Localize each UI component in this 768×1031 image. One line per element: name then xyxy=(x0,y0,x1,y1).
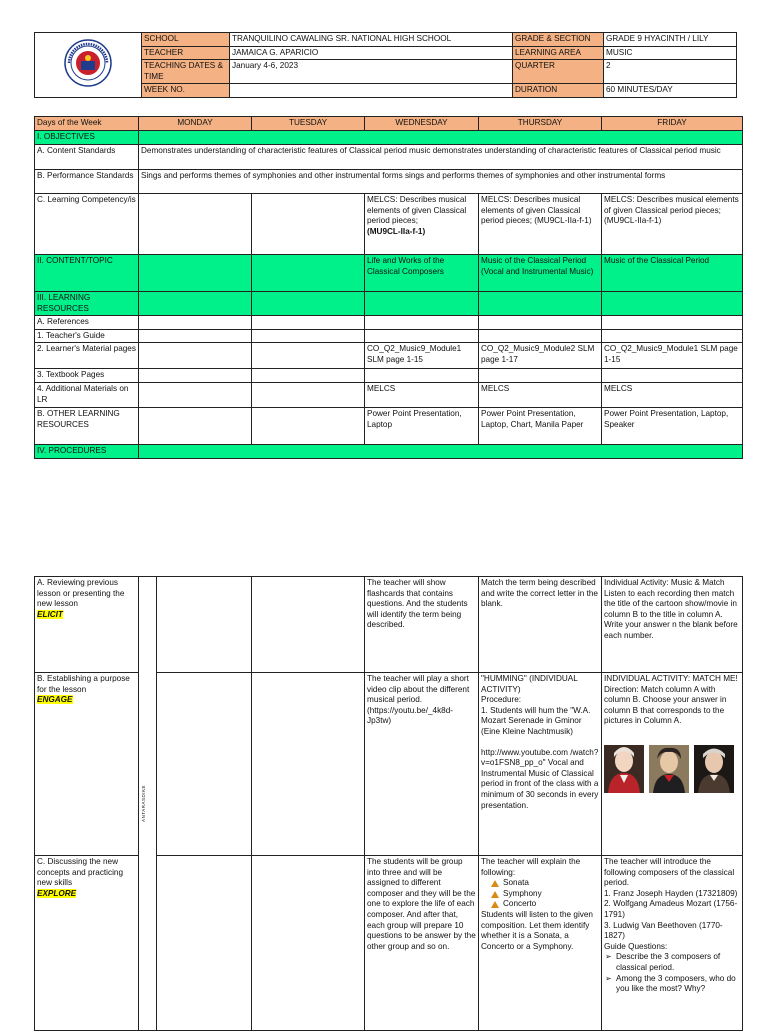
proc-a-friday: Individual Activity: Music & Match Listen to each recording then match the title of the cartoon show/movie in column B to the title in column A. Write your answer n the blank before each number. xyxy=(602,577,743,673)
dates-value: January 4-6, 2023 xyxy=(230,60,513,84)
references-label: A. References xyxy=(35,316,139,330)
day-wednesday: WEDNESDAY xyxy=(365,117,479,131)
proc-b-label-text: B. Establishing a purpose for the lesson xyxy=(37,674,130,694)
additional-materials-label: 4. Additional Materials on LR xyxy=(35,382,139,407)
add-thursday: MELCS xyxy=(479,382,602,407)
content-topic-friday: Music of the Classical Period xyxy=(602,255,743,292)
elicit-tag: ELICIT xyxy=(37,609,63,619)
teacher-label: TEACHER xyxy=(142,46,230,60)
explain-intro: The teacher will explain the following: xyxy=(481,857,581,877)
tb-friday xyxy=(602,369,743,383)
tg-friday xyxy=(602,329,743,343)
side-vertical-cell xyxy=(139,577,157,1031)
lm-monday xyxy=(139,343,252,369)
proc-c-label-text: C. Discussing the new concepts and practicing new skills xyxy=(37,857,124,888)
proc-b-monday xyxy=(157,673,252,856)
form-item-symphony: Symphony xyxy=(503,889,599,900)
references-monday xyxy=(139,316,252,330)
objectives-fill xyxy=(139,131,743,145)
proc-b-wednesday: The teacher will play a short video clip about the different musical period. (https://youtu.be/_4k8d-Jp3tw) xyxy=(365,673,479,856)
add-tuesday xyxy=(252,382,365,407)
deped-seal-logo xyxy=(64,39,112,87)
performance-standards-text: Sings and performs themes of symphonies and other instrumental forms sings and performs themes of symphonies and other instrumental forms xyxy=(139,170,743,194)
tg-wednesday xyxy=(365,329,479,343)
teacher-value: JAMAICA G. APARICIO xyxy=(230,46,513,60)
explain-outro: Students will listen to the given composition. Let them identify whether it is a Sonata, a Concerto or a Symphony. xyxy=(481,909,593,951)
competency-friday: MELCS: Describes musical elements of given Classical period pieces; (MU9CL-IIa-f-1) xyxy=(602,194,743,255)
composer-portraits xyxy=(604,745,740,793)
objectives-heading: I. OBJECTIVES xyxy=(35,131,139,145)
other-thursday: Power Point Presentation, Laptop, Chart, Manila Paper xyxy=(479,407,602,444)
lesson-plan-table xyxy=(34,116,743,459)
day-tuesday: TUESDAY xyxy=(252,117,365,131)
composer-portrait-mozart xyxy=(604,745,644,793)
content-topic-wednesday: Life and Works of the Classical Composers xyxy=(365,255,479,292)
humming-activity-text: "HUMMING" (INDIVIDUAL ACTIVITY) Procedure: 1. Students will hum the "W.A. Mozart Serenade in Gminor (Eine Kleine Nachtmusik) xyxy=(481,674,591,736)
humming-activity-link-text: http://www.youtube.com /watch?v=o1FSN8_pp_o" Vocal and Instrumental Music of Classical period in front of the class with a minimum of 30 seconds in every presentation. xyxy=(481,747,599,810)
content-topic-label: II. CONTENT/TOPIC xyxy=(35,255,139,292)
area-value: MUSIC xyxy=(604,46,737,60)
competency-tuesday xyxy=(252,194,365,255)
other-resources-label: B. OTHER LEARNING RESOURCES xyxy=(35,407,139,444)
guide-question-1: ➢ Describe the 3 composers of classical period. xyxy=(616,952,740,973)
other-friday: Power Point Presentation, Laptop, Speaker xyxy=(602,407,743,444)
learning-resources-wednesday xyxy=(365,292,479,316)
quarter-label: QUARTER xyxy=(513,60,604,84)
proc-b-tuesday xyxy=(252,673,365,856)
competency-thursday: MELCS: Describes musical elements of given Classical period pieces; (MU9CL-IIa-f-1) xyxy=(479,194,602,255)
references-wednesday xyxy=(365,316,479,330)
engage-tag: ENGAGE xyxy=(37,695,73,705)
duration-label: DURATION xyxy=(513,84,604,98)
content-topic-monday xyxy=(139,255,252,292)
content-standards-label: A. Content Standards xyxy=(35,145,139,170)
lm-wednesday: CO_Q2_Music9_Module1 SLM page 1-15 xyxy=(365,343,479,369)
tb-monday xyxy=(139,369,252,383)
school-value: TRANQUILINO CAWALING SR. NATIONAL HIGH SCHOOL xyxy=(230,33,513,47)
learning-resources-friday xyxy=(602,292,743,316)
form-item-sonata: Sonata xyxy=(503,878,599,889)
forms-list xyxy=(481,878,599,910)
proc-c-friday xyxy=(602,856,743,1031)
procedures-table xyxy=(34,576,743,1031)
references-friday xyxy=(602,316,743,330)
proc-a-thursday: Match the term being described and write the correct letter in the blank. xyxy=(479,577,602,673)
add-friday: MELCS xyxy=(602,382,743,407)
learning-resources-tuesday xyxy=(252,292,365,316)
proc-b-label xyxy=(35,673,139,856)
learners-material-label: 2. Learner's Material pages xyxy=(35,343,139,369)
tb-tuesday xyxy=(252,369,365,383)
competency-label: C. Learning Competency/is xyxy=(35,194,139,255)
day-friday: FRIDAY xyxy=(602,117,743,131)
learning-resources-monday xyxy=(139,292,252,316)
school-label: SCHOOL xyxy=(142,33,230,47)
references-tuesday xyxy=(252,316,365,330)
other-monday xyxy=(139,407,252,444)
lm-friday: CO_Q2_Music9_Module1 SLM page 1-15 xyxy=(602,343,743,369)
add-wednesday: MELCS xyxy=(365,382,479,407)
competency-wednesday-code: (MU9CL-IIa-f-1) xyxy=(367,226,426,236)
day-monday: MONDAY xyxy=(139,117,252,131)
content-standards-text: Demonstrates understanding of characteristic features of Classical period music demonstrates understanding of characteristic features of Classical period music xyxy=(139,145,743,170)
guide-questions-list xyxy=(604,952,740,994)
competency-wednesday xyxy=(365,194,479,255)
performance-standards-label: B. Performance Standards xyxy=(35,170,139,194)
tg-monday xyxy=(139,329,252,343)
area-label: LEARNING AREA xyxy=(513,46,604,60)
proc-c-thursday xyxy=(479,856,602,1031)
side-vertical-text: ANTARASDIKE xyxy=(141,785,146,822)
days-label: Days of the Week xyxy=(35,117,139,131)
tb-wednesday xyxy=(365,369,479,383)
explore-tag: EXPLORE xyxy=(37,888,77,898)
proc-c-monday xyxy=(157,856,252,1031)
composer-portrait-beethoven xyxy=(649,745,689,793)
proc-b-friday xyxy=(602,673,743,856)
content-topic-tuesday xyxy=(252,255,365,292)
header-table xyxy=(34,32,737,98)
lm-tuesday xyxy=(252,343,365,369)
proc-b-thursday xyxy=(479,673,602,856)
week-label: WEEK NO. xyxy=(142,84,230,98)
duration-value: 60 MINUTES/DAY xyxy=(604,84,737,98)
guide-question-2: ➢ Among the 3 composers, who do you like the most? Why? xyxy=(616,974,740,995)
proc-a-label-text: A. Reviewing previous lesson or presenting the new lesson xyxy=(37,578,125,609)
proc-c-tuesday xyxy=(252,856,365,1031)
competency-monday xyxy=(139,194,252,255)
grade-label: GRADE & SECTION xyxy=(513,33,604,47)
tb-thursday xyxy=(479,369,602,383)
references-thursday xyxy=(479,316,602,330)
other-tuesday xyxy=(252,407,365,444)
proc-c-label xyxy=(35,856,139,1031)
proc-a-monday xyxy=(157,577,252,673)
proc-a-wednesday: The teacher will show flashcards that contains questions. And the students will identify the term being described. xyxy=(365,577,479,673)
content-topic-thursday: Music of the Classical Period (Vocal and Instrumental Music) xyxy=(479,255,602,292)
proc-c-wednesday: The students will be group into three and will be assigned to different composer and they will be the one to explore the life of each composer. And after that, each group will prepare 10 questions to be answer by the other group and so on. xyxy=(365,856,479,1031)
other-wednesday: Power Point Presentation, Laptop xyxy=(365,407,479,444)
learning-resources-thursday xyxy=(479,292,602,316)
match-me-text: INDIVIDUAL ACTIVITY: MATCH ME! Direction: Match column A with column B. Choose your answer in column B that corresponds to the pictures in Column A. xyxy=(604,674,738,726)
composer-portrait-haydn xyxy=(694,745,734,793)
learning-resources-label: III. LEARNING RESOURCES xyxy=(35,292,139,316)
competency-wednesday-text: MELCS: Describes musical elements of given Classical period pieces; xyxy=(367,195,467,226)
procedures-fill xyxy=(139,444,743,458)
textbook-pages-label: 3. Textbook Pages xyxy=(35,369,139,383)
tg-thursday xyxy=(479,329,602,343)
composers-intro: The teacher will introduce the following composers of the classical period. 1. Franz Joseph Hayden (17321809) 2. Wolfgang Amadeus Mozart (1756-1791) 3. Ludwig Van Beethoven (1770-1827) Guide Questions: xyxy=(604,857,738,951)
tg-tuesday xyxy=(252,329,365,343)
dates-label: TEACHING DATES & TIME xyxy=(142,60,230,84)
logo-cell xyxy=(35,33,142,98)
quarter-value: 2 xyxy=(604,60,737,84)
week-value xyxy=(230,84,513,98)
procedures-heading: IV. PROCEDURES xyxy=(35,444,139,458)
lm-thursday: CO_Q2_Music9_Module2 SLM page 1-17 xyxy=(479,343,602,369)
teachers-guide-label: 1. Teacher's Guide xyxy=(35,329,139,343)
form-item-concerto: Concerto xyxy=(503,899,599,910)
proc-a-label xyxy=(35,577,139,673)
proc-a-tuesday xyxy=(252,577,365,673)
add-monday xyxy=(139,382,252,407)
day-thursday: THURSDAY xyxy=(479,117,602,131)
grade-value: GRADE 9 HYACINTH / LILY xyxy=(604,33,737,47)
